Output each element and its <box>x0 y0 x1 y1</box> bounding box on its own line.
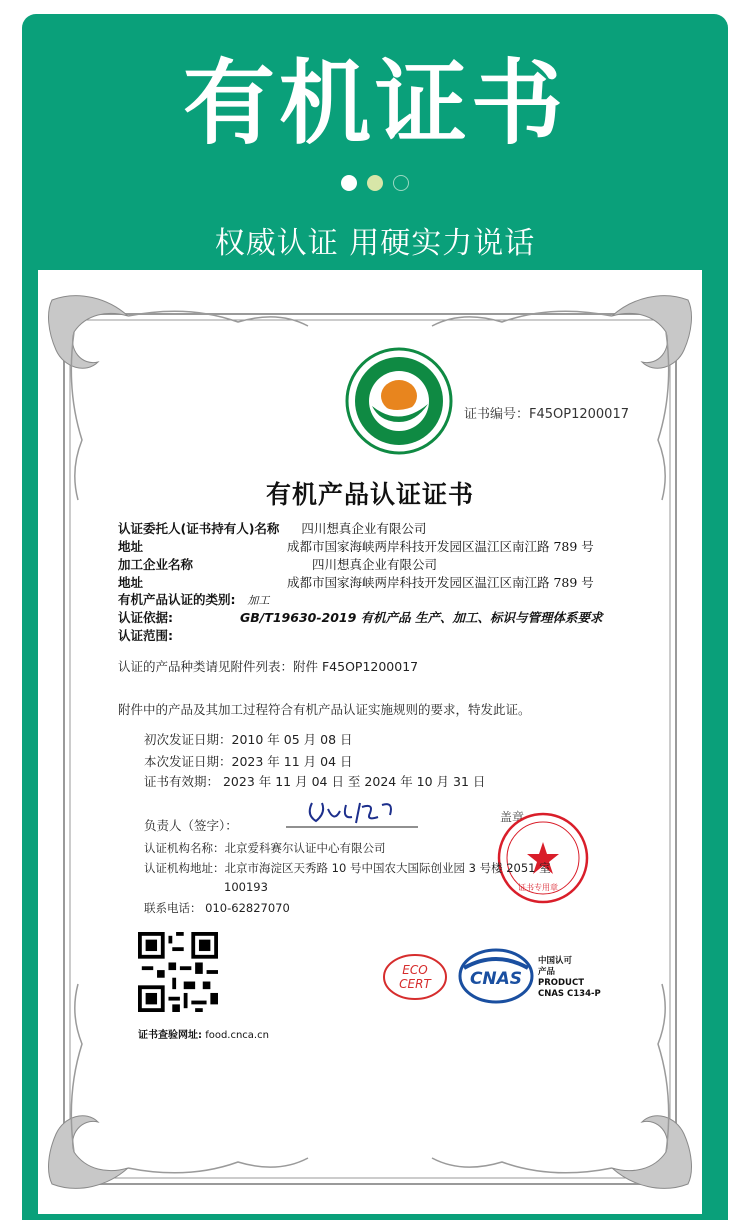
query-url-row <box>138 1026 269 1041</box>
field-key: 地址 <box>118 539 144 554</box>
org-postcode: 100193 <box>224 880 268 894</box>
field-key: 地址 <box>118 575 144 590</box>
field-row <box>118 626 173 644</box>
field-value: 成都市国家海峡两岸科技开发园区温江区南江路 789 号 <box>286 539 594 554</box>
field-key: 认证范围: <box>118 628 173 643</box>
validity-period: 证书有效期： 2023 年 11 月 04 日 至 2024 年 10 月 31 日 <box>144 774 486 789</box>
org-name: 认证机构名称：北京爱科赛尔认证中心有限公司 <box>144 841 386 855</box>
field-value: 四川想真企业有限公司 <box>301 521 427 536</box>
organic-product-logo-icon <box>344 346 454 456</box>
responsible-label: 负责人（签字）： <box>144 818 238 833</box>
field-value: GB/T19630-2019 有机产品 生产、加工、标识与管理体系要求 <box>239 610 603 625</box>
this-issue-date: 本次发证日期：2023 年 11 月 04 日 <box>144 754 353 769</box>
cnas-desc-line: 产品 <box>538 967 556 977</box>
org-phone: 联系电话： 010-62827070 <box>144 901 290 915</box>
signature-icon <box>282 795 422 831</box>
field-key: 认证依据: <box>118 610 173 625</box>
cnas-description <box>538 956 601 1000</box>
query-url-label: 证书查验网址: <box>138 1030 202 1041</box>
certificate-statement: 附件中的产品及其加工过程符合有机产品认证实施规则的要求，特发此证。 <box>118 702 531 717</box>
pagination-dot[interactable] <box>393 175 409 191</box>
pagination-dot[interactable] <box>341 175 357 191</box>
official-seal-icon <box>496 802 590 910</box>
first-issue-date: 初次发证日期：2010 年 05 月 08 日 <box>144 732 353 747</box>
certificate-number: 证书编号：F45OP1200017 <box>464 407 629 422</box>
pagination-dots <box>0 175 750 191</box>
field-row <box>118 573 594 591</box>
query-url[interactable]: food.cnca.cn <box>205 1030 269 1041</box>
certificate-title: 有机产品认证证书 <box>265 480 474 509</box>
certificate-paper <box>38 270 702 1214</box>
banner-title: 有机证书 <box>182 50 567 157</box>
field-row <box>118 608 603 626</box>
ecocert-logo-icon <box>382 952 448 1002</box>
banner-subtitle: 权威认证 用硬实力说话 <box>214 226 536 261</box>
field-value: 四川想真企业有限公司 <box>311 557 437 572</box>
field-key: 加工企业名称 <box>118 557 194 572</box>
attachment-note: 认证的产品种类请见附件列表：附件 F45OP1200017 <box>118 659 419 674</box>
field-row <box>118 590 269 608</box>
field-row <box>118 537 594 555</box>
field-row <box>118 519 426 537</box>
cnas-label: CNAS <box>469 969 523 989</box>
ecocert-label: CERT <box>399 977 431 991</box>
cnas-desc-line: CNAS C134-P <box>538 989 601 999</box>
pagination-dot[interactable] <box>367 175 383 191</box>
field-key: 认证委托人(证书持有人)名称 <box>118 521 280 536</box>
cnas-desc-line: PRODUCT <box>538 978 584 988</box>
cnas-desc-line: 中国认可 <box>538 956 573 966</box>
cnas-logo-icon <box>458 946 534 1006</box>
field-value: 成都市国家海峡两岸科技开发园区温江区南江路 789 号 <box>286 575 594 590</box>
field-key: 有机产品认证的类别: <box>118 592 236 607</box>
stamp-label: 盖章 <box>500 810 525 824</box>
org-address: 认证机构地址：北京市海淀区天秀路 10 号中国农大国际创业园 3 号楼 2051 室 <box>144 861 551 875</box>
qr-code-icon[interactable] <box>138 932 218 1012</box>
field-row <box>118 555 437 573</box>
field-value: 加工 <box>247 594 270 607</box>
ecocert-label: ECO <box>402 963 428 977</box>
seal-text: 证书专用章 <box>518 883 558 892</box>
